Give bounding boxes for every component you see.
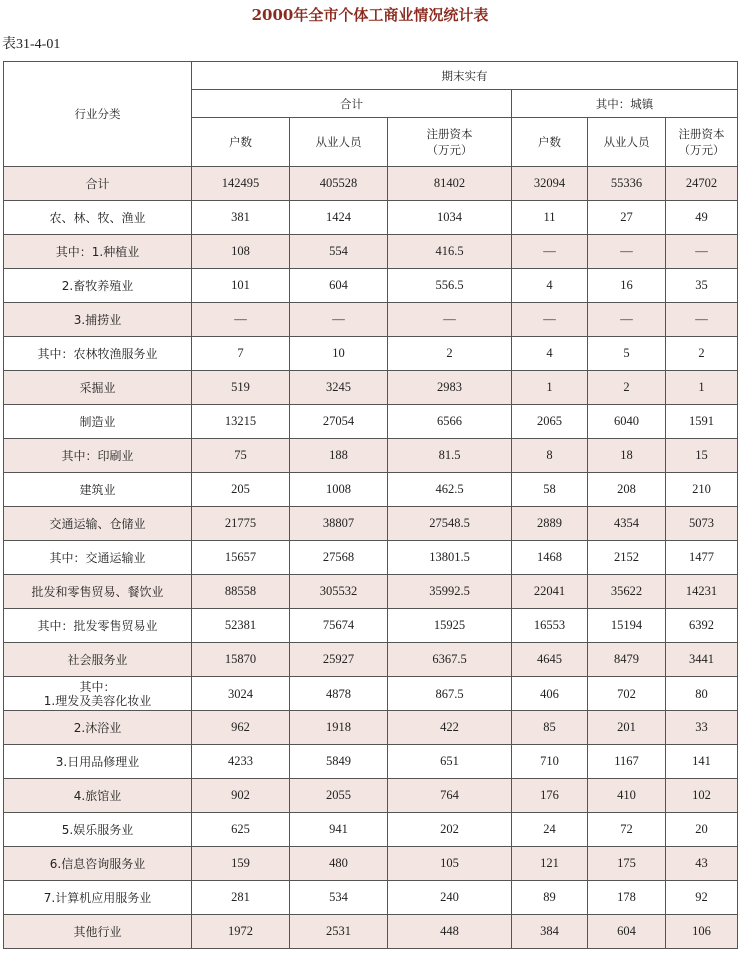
households-cell: 3024 xyxy=(192,677,290,711)
table-body xyxy=(4,167,738,949)
category-cell: 采掘业 xyxy=(4,371,192,405)
table-row xyxy=(4,711,738,745)
urban-capital-cell: 92 xyxy=(666,881,738,915)
category-label-line1: 其中： xyxy=(79,679,116,694)
capital-cell: 105 xyxy=(388,847,512,881)
employees-cell: 5849 xyxy=(290,745,388,779)
households-cell: 13215 xyxy=(192,405,290,439)
header-capital xyxy=(388,118,512,167)
category-cell: 社会服务业 xyxy=(4,643,192,677)
urban-capital-cell: 2 xyxy=(666,337,738,371)
table-number: 表31-4-01 xyxy=(2,37,61,52)
households-cell: 52381 xyxy=(192,609,290,643)
urban-employees-cell: 702 xyxy=(588,677,666,711)
header-urban-households: 户数 xyxy=(512,118,588,167)
urban-capital-cell: — xyxy=(666,303,738,337)
households-cell: 519 xyxy=(192,371,290,405)
employees-cell: 4878 xyxy=(290,677,388,711)
capital-cell: 202 xyxy=(388,813,512,847)
category-cell: 其他行业 xyxy=(4,915,192,949)
employees-cell: — xyxy=(290,303,388,337)
households-cell: 381 xyxy=(192,201,290,235)
urban-capital-cell: 1477 xyxy=(666,541,738,575)
category-cell: 交通运输、仓储业 xyxy=(4,507,192,541)
urban-capital-cell: 141 xyxy=(666,745,738,779)
households-cell: 75 xyxy=(192,439,290,473)
urban-households-cell: 4 xyxy=(512,269,588,303)
urban-households-cell: 16553 xyxy=(512,609,588,643)
urban-households-cell: 406 xyxy=(512,677,588,711)
capital-cell: 13801.5 xyxy=(388,541,512,575)
header-total-group: 合计 xyxy=(192,90,512,118)
table-row xyxy=(4,677,738,711)
urban-employees-cell: 1167 xyxy=(588,745,666,779)
urban-employees-cell: — xyxy=(588,235,666,269)
urban-capital-cell: 35 xyxy=(666,269,738,303)
employees-cell: 554 xyxy=(290,235,388,269)
capital-cell: 81.5 xyxy=(388,439,512,473)
capital-cell: 2 xyxy=(388,337,512,371)
households-cell: 142495 xyxy=(192,167,290,201)
urban-capital-cell: 14231 xyxy=(666,575,738,609)
table-row xyxy=(4,507,738,541)
urban-households-cell: 2889 xyxy=(512,507,588,541)
urban-capital-cell: 24702 xyxy=(666,167,738,201)
urban-capital-cell: 102 xyxy=(666,779,738,813)
urban-employees-cell: 178 xyxy=(588,881,666,915)
urban-capital-cell: 5073 xyxy=(666,507,738,541)
urban-households-cell: — xyxy=(512,303,588,337)
urban-households-cell: 176 xyxy=(512,779,588,813)
category-cell: 合计 xyxy=(4,167,192,201)
urban-capital-cell: 210 xyxy=(666,473,738,507)
households-cell: 15870 xyxy=(192,643,290,677)
category-cell: 6.信息咨询服务业 xyxy=(4,847,192,881)
urban-households-cell: 2065 xyxy=(512,405,588,439)
table-row xyxy=(4,575,738,609)
header-urban-group: 其中：城镇 xyxy=(512,90,738,118)
households-cell: 625 xyxy=(192,813,290,847)
urban-capital-cell: 49 xyxy=(666,201,738,235)
urban-employees-cell: 72 xyxy=(588,813,666,847)
urban-employees-cell: 27 xyxy=(588,201,666,235)
table-row xyxy=(4,269,738,303)
urban-households-cell: 8 xyxy=(512,439,588,473)
urban-employees-cell: 2152 xyxy=(588,541,666,575)
table-row xyxy=(4,881,738,915)
urban-capital-cell: 80 xyxy=(666,677,738,711)
urban-households-cell: — xyxy=(512,235,588,269)
urban-employees-cell: 15194 xyxy=(588,609,666,643)
table-row xyxy=(4,473,738,507)
households-cell: 21775 xyxy=(192,507,290,541)
capital-cell: 27548.5 xyxy=(388,507,512,541)
urban-employees-cell: 2 xyxy=(588,371,666,405)
employees-cell: 604 xyxy=(290,269,388,303)
urban-employees-cell: 16 xyxy=(588,269,666,303)
capital-cell: 2983 xyxy=(388,371,512,405)
urban-households-cell: 1468 xyxy=(512,541,588,575)
employees-cell: 188 xyxy=(290,439,388,473)
header-category: 行业分类 xyxy=(4,62,192,167)
capital-cell: 556.5 xyxy=(388,269,512,303)
category-cell: 制造业 xyxy=(4,405,192,439)
employees-cell: 2531 xyxy=(290,915,388,949)
table-row xyxy=(4,303,738,337)
category-cell: 2.沐浴业 xyxy=(4,711,192,745)
table-row xyxy=(4,915,738,949)
urban-capital-cell: 1591 xyxy=(666,405,738,439)
urban-capital-cell: 33 xyxy=(666,711,738,745)
households-cell: 281 xyxy=(192,881,290,915)
households-cell: 15657 xyxy=(192,541,290,575)
employees-cell: 305532 xyxy=(290,575,388,609)
urban-households-cell: 85 xyxy=(512,711,588,745)
header-households: 户数 xyxy=(192,118,290,167)
employees-cell: 941 xyxy=(290,813,388,847)
category-cell: 其中：农林牧渔服务业 xyxy=(4,337,192,371)
households-cell: — xyxy=(192,303,290,337)
urban-employees-cell: 410 xyxy=(588,779,666,813)
urban-capital-cell: 3441 xyxy=(666,643,738,677)
category-label-line2: 1.理发及美容化妆业 xyxy=(43,693,152,708)
table-row xyxy=(4,609,738,643)
urban-employees-cell: 175 xyxy=(588,847,666,881)
table-row xyxy=(4,643,738,677)
capital-cell: 240 xyxy=(388,881,512,915)
header-urban-employees: 从业人员 xyxy=(588,118,666,167)
table-row xyxy=(4,371,738,405)
urban-capital-cell: 43 xyxy=(666,847,738,881)
urban-households-cell: 32094 xyxy=(512,167,588,201)
urban-capital-cell: 1 xyxy=(666,371,738,405)
capital-cell: 15925 xyxy=(388,609,512,643)
households-cell: 205 xyxy=(192,473,290,507)
capital-cell: 448 xyxy=(388,915,512,949)
urban-capital-cell: 106 xyxy=(666,915,738,949)
employees-cell: 38807 xyxy=(290,507,388,541)
employees-cell: 1008 xyxy=(290,473,388,507)
table-row xyxy=(4,541,738,575)
households-cell: 88558 xyxy=(192,575,290,609)
table-row xyxy=(4,745,738,779)
employees-cell: 25927 xyxy=(290,643,388,677)
urban-households-cell: 1 xyxy=(512,371,588,405)
capital-cell: 6566 xyxy=(388,405,512,439)
urban-employees-cell: 604 xyxy=(588,915,666,949)
table-row xyxy=(4,235,738,269)
urban-capital-cell: 15 xyxy=(666,439,738,473)
capital-cell: 867.5 xyxy=(388,677,512,711)
capital-cell: 1034 xyxy=(388,201,512,235)
capital-cell: — xyxy=(388,303,512,337)
employees-cell: 75674 xyxy=(290,609,388,643)
category-cell: 批发和零售贸易、餐饮业 xyxy=(4,575,192,609)
households-cell: 7 xyxy=(192,337,290,371)
urban-capital-cell: — xyxy=(666,235,738,269)
category-cell: 其中：交通运输业 xyxy=(4,541,192,575)
employees-cell: 480 xyxy=(290,847,388,881)
urban-employees-cell: 6040 xyxy=(588,405,666,439)
employees-cell: 2055 xyxy=(290,779,388,813)
employees-cell: 405528 xyxy=(290,167,388,201)
urban-employees-cell: 208 xyxy=(588,473,666,507)
capital-cell: 416.5 xyxy=(388,235,512,269)
header-urban-capital-line2: （万元） xyxy=(678,143,725,157)
employees-cell: 1918 xyxy=(290,711,388,745)
header-urban-capital xyxy=(666,118,738,167)
urban-households-cell: 24 xyxy=(512,813,588,847)
category-cell xyxy=(4,677,192,711)
capital-cell: 651 xyxy=(388,745,512,779)
urban-capital-cell: 20 xyxy=(666,813,738,847)
capital-cell: 764 xyxy=(388,779,512,813)
households-cell: 4233 xyxy=(192,745,290,779)
table-row xyxy=(4,337,738,371)
employees-cell: 534 xyxy=(290,881,388,915)
table-row xyxy=(4,439,738,473)
category-cell: 2.畜牧养殖业 xyxy=(4,269,192,303)
urban-households-cell: 11 xyxy=(512,201,588,235)
employees-cell: 27054 xyxy=(290,405,388,439)
category-cell: 其中：1.种植业 xyxy=(4,235,192,269)
category-cell: 5.娱乐服务业 xyxy=(4,813,192,847)
urban-households-cell: 22041 xyxy=(512,575,588,609)
header-employees: 从业人员 xyxy=(290,118,388,167)
urban-employees-cell: — xyxy=(588,303,666,337)
table-row xyxy=(4,201,738,235)
table-row xyxy=(4,779,738,813)
urban-employees-cell: 35622 xyxy=(588,575,666,609)
capital-cell: 81402 xyxy=(388,167,512,201)
households-cell: 101 xyxy=(192,269,290,303)
header-urban-capital-line1: 注册资本 xyxy=(678,127,725,141)
urban-employees-cell: 201 xyxy=(588,711,666,745)
category-cell: 其中：印刷业 xyxy=(4,439,192,473)
category-cell: 4.旅馆业 xyxy=(4,779,192,813)
capital-cell: 422 xyxy=(388,711,512,745)
households-cell: 962 xyxy=(192,711,290,745)
urban-employees-cell: 5 xyxy=(588,337,666,371)
header-capital-line2: （万元） xyxy=(426,143,473,157)
category-cell: 3.日用品修理业 xyxy=(4,745,192,779)
households-cell: 902 xyxy=(192,779,290,813)
header-capital-line1: 注册资本 xyxy=(426,127,473,141)
capital-cell: 35992.5 xyxy=(388,575,512,609)
category-cell: 建筑业 xyxy=(4,473,192,507)
urban-households-cell: 4645 xyxy=(512,643,588,677)
table-row xyxy=(4,847,738,881)
urban-employees-cell: 8479 xyxy=(588,643,666,677)
table-row xyxy=(4,813,738,847)
urban-households-cell: 710 xyxy=(512,745,588,779)
capital-cell: 6367.5 xyxy=(388,643,512,677)
statistics-table xyxy=(3,61,738,949)
households-cell: 108 xyxy=(192,235,290,269)
category-cell: 农、林、牧、渔业 xyxy=(4,201,192,235)
table-row xyxy=(4,405,738,439)
urban-employees-cell: 55336 xyxy=(588,167,666,201)
urban-households-cell: 89 xyxy=(512,881,588,915)
urban-employees-cell: 18 xyxy=(588,439,666,473)
urban-capital-cell: 6392 xyxy=(666,609,738,643)
table-row xyxy=(4,167,738,201)
category-cell: 7.计算机应用服务业 xyxy=(4,881,192,915)
urban-employees-cell: 4354 xyxy=(588,507,666,541)
urban-households-cell: 384 xyxy=(512,915,588,949)
employees-cell: 1424 xyxy=(290,201,388,235)
urban-households-cell: 121 xyxy=(512,847,588,881)
employees-cell: 27568 xyxy=(290,541,388,575)
employees-cell: 3245 xyxy=(290,371,388,405)
households-cell: 1972 xyxy=(192,915,290,949)
category-cell: 其中：批发零售贸易业 xyxy=(4,609,192,643)
urban-households-cell: 4 xyxy=(512,337,588,371)
table-title: 2000年全市个体工商业情况统计表 xyxy=(251,6,489,24)
employees-cell: 10 xyxy=(290,337,388,371)
urban-households-cell: 58 xyxy=(512,473,588,507)
capital-cell: 462.5 xyxy=(388,473,512,507)
category-cell: 3.捕捞业 xyxy=(4,303,192,337)
households-cell: 159 xyxy=(192,847,290,881)
header-period-end: 期末实有 xyxy=(192,62,738,90)
